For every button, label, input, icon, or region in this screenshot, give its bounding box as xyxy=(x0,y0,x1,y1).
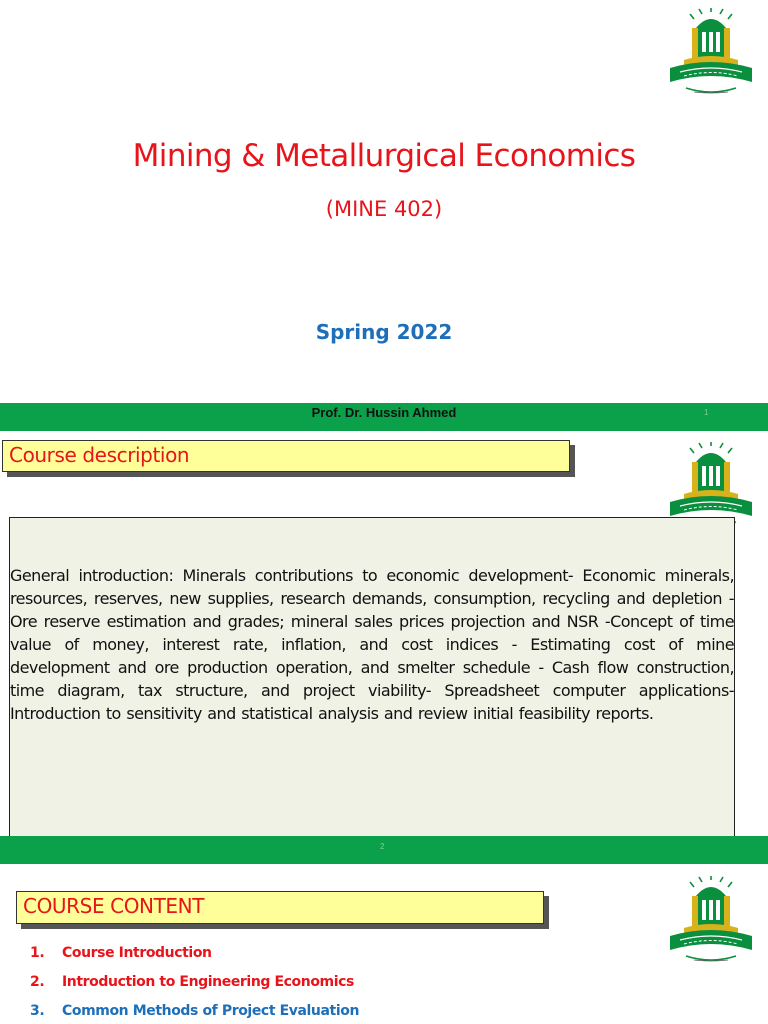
list-item-label: Introduction to Engineering Economics xyxy=(62,974,354,990)
list-item-number: 1. xyxy=(30,945,45,961)
list-item xyxy=(30,1000,359,1024)
course-term: Spring 2022 xyxy=(315,320,453,344)
slide-heading: COURSE CONTENT xyxy=(16,891,544,924)
title-slide xyxy=(0,0,768,432)
course-code: (MINE 402) xyxy=(325,197,443,221)
university-crest-icon xyxy=(666,876,756,964)
course-content-list xyxy=(30,942,359,1024)
university-crest-icon xyxy=(666,8,756,96)
slide-heading: Course description xyxy=(2,440,570,472)
description-slide xyxy=(0,432,768,864)
page-number: 2 xyxy=(380,842,385,851)
presenter-name: Prof. Dr. Hussin Ahmed xyxy=(311,405,457,420)
list-item-number: 3. xyxy=(30,1003,45,1019)
description-box xyxy=(9,517,735,840)
list-item-number: 2. xyxy=(30,974,45,990)
course-description: General introduction: Minerals contributions to economic development- Economic minerals, resources, reserves, new supplies, research demands, consumption, recycling and depletion - Ore reserve estimation and grades; mineral sales prices projection and NSR -Concept of time value of money, interest rate, inflation, and cost indices - Estimating cost of mine development and ore production operation, and smelter schedule - Cash flow construction, time diagram, tax structure, and project viability- Spreadsheet computer applications- Introduction to sensitivity and statistical analysis and review initial feasibility reports. xyxy=(10,566,734,723)
course-title: Mining & Metallurgical Economics xyxy=(132,138,636,174)
list-item xyxy=(30,971,359,1000)
list-item-label: Common Methods of Project Evaluation xyxy=(62,1003,360,1019)
list-item xyxy=(30,942,359,971)
content-slide xyxy=(0,864,768,1024)
list-item-label: Course Introduction xyxy=(62,945,212,961)
page-number: 1 xyxy=(704,408,709,417)
